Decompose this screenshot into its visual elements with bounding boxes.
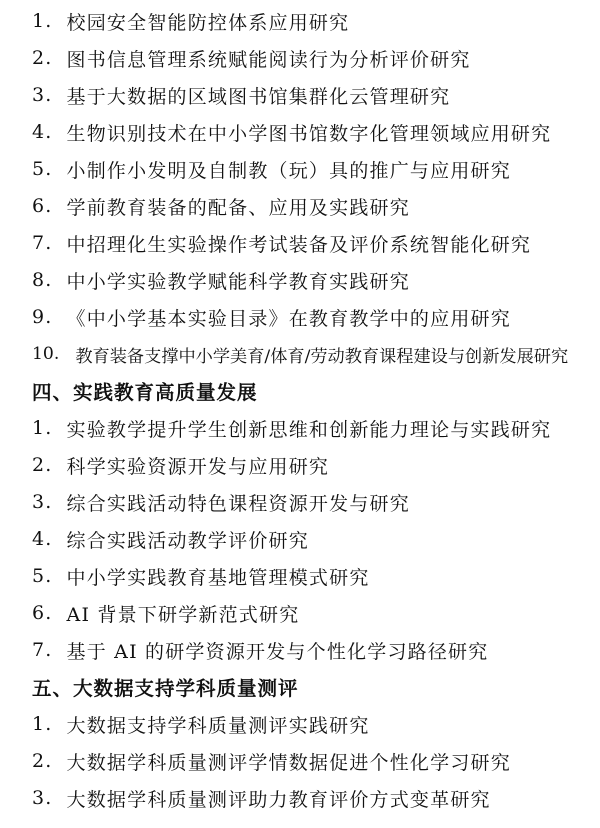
list-item — [0, 743, 600, 780]
item-text: 基于 AI 的研学资源开发与个性化学习路径研究 — [66, 640, 489, 663]
item-number: 2. — [32, 47, 53, 70]
list-item — [0, 447, 600, 484]
list-item — [0, 595, 600, 632]
list-item — [0, 151, 600, 188]
item-text: 教育装备支撑中小学美育/体育/劳动教育课程建设与创新发展研究 — [75, 346, 569, 367]
item-number: 5. — [32, 565, 53, 588]
list-item — [0, 521, 600, 558]
list-item — [0, 410, 600, 447]
item-number: 4. — [32, 121, 53, 144]
item-number: 1. — [32, 713, 53, 736]
list-item — [0, 299, 600, 336]
item-number: 6. — [32, 602, 53, 625]
item-number: 7. — [32, 232, 53, 255]
list-item — [0, 336, 600, 373]
list-item — [0, 706, 600, 743]
list-item — [0, 3, 600, 40]
item-number: 10. — [32, 344, 60, 365]
list-item — [0, 114, 600, 151]
item-number: 3. — [32, 84, 53, 107]
item-number: 2. — [32, 750, 53, 773]
item-text: 大数据学科质量测评学情数据促进个性化学习研究 — [66, 751, 511, 774]
item-number: 1. — [32, 417, 53, 440]
item-text: 《中小学基本实验目录》在教育教学中的应用研究 — [66, 307, 511, 330]
item-text: 小制作小发明及自制教（玩）具的推广与应用研究 — [66, 159, 511, 182]
list-item — [0, 558, 600, 595]
item-text: 中招理化生实验操作考试装备及评价系统智能化研究 — [66, 233, 532, 256]
section-heading: 四、实践教育高质量发展 — [32, 381, 258, 405]
item-text: 生物识别技术在中小学图书馆数字化管理领域应用研究 — [66, 122, 552, 145]
list-item — [0, 262, 600, 299]
list-item — [0, 780, 600, 817]
item-number: 6. — [32, 195, 53, 218]
item-number: 1. — [32, 10, 53, 33]
list-item — [0, 188, 600, 225]
item-number: 9. — [32, 306, 53, 329]
item-text: 综合实践活动教学评价研究 — [66, 529, 309, 552]
item-number: 8. — [32, 269, 53, 292]
item-text: 综合实践活动特色课程资源开发与研究 — [66, 492, 410, 515]
item-number: 3. — [32, 787, 53, 810]
list-item — [0, 77, 600, 114]
item-text: 科学实验资源开发与应用研究 — [66, 455, 330, 478]
item-text: 中小学实践教育基地管理模式研究 — [66, 566, 370, 589]
item-number: 2. — [32, 454, 53, 477]
item-text: 大数据支持学科质量测评实践研究 — [66, 714, 370, 737]
list-item — [0, 40, 600, 77]
item-number: 4. — [32, 528, 53, 551]
item-text: 学前教育装备的配备、应用及实践研究 — [66, 196, 410, 219]
item-text: 校园安全智能防控体系应用研究 — [66, 11, 350, 34]
item-text: 大数据学科质量测评助力教育评价方式变革研究 — [66, 788, 491, 811]
item-text: 基于大数据的区域图书馆集群化云管理研究 — [66, 85, 451, 108]
list-item — [0, 632, 600, 669]
list-item — [0, 484, 600, 521]
item-number: 3. — [32, 491, 53, 514]
item-number: 7. — [32, 639, 53, 662]
item-text: 图书信息管理系统赋能阅读行为分析评价研究 — [66, 48, 471, 71]
item-number: 5. — [32, 158, 53, 181]
section-heading: 五、大数据支持学科质量测评 — [32, 677, 299, 701]
item-text: AI 背景下研学新范式研究 — [66, 603, 300, 626]
item-text: 中小学实验教学赋能科学教育实践研究 — [66, 270, 410, 293]
list-item — [0, 225, 600, 262]
item-text: 实验教学提升学生创新思维和创新能力理论与实践研究 — [66, 418, 552, 441]
